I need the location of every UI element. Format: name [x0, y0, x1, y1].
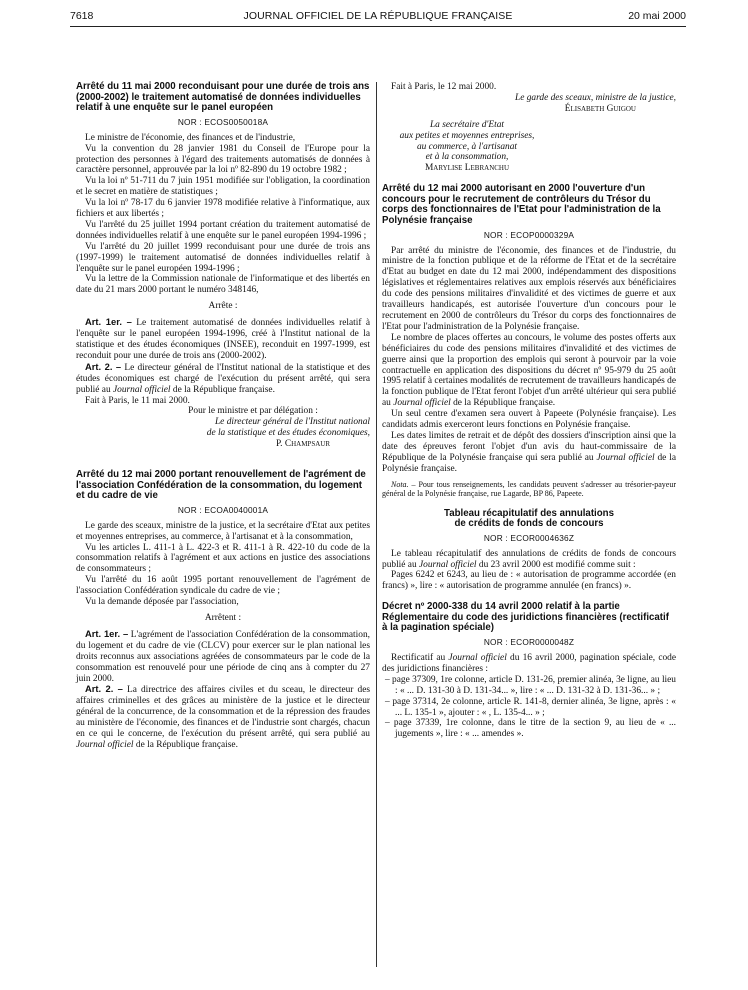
place-date: Fait à Paris, le 11 mai 2000.: [85, 395, 190, 406]
header-rule: [70, 26, 686, 27]
table-title: de crédits de fonds de concours: [454, 518, 604, 530]
decree-intro: Le garde des sceaux, ministre de la justice, et la secrétaire d'Etat aux petites et moyennes entreprises, au commerce, à l'artisanat et à la consommation,: [76, 520, 370, 542]
signatory-title: Le garde des sceaux, ministre de la justice,: [515, 92, 676, 103]
paragraph: Un seul centre d'examen sera ouvert à Papeete (Polynésie française). Les candidats admis exerceront leurs fonctions en Polynésie française.: [382, 409, 676, 431]
decree-title: Arrêté du 12 mai 2000 autorisant en 2000 l'ouverture d'un concours pour le recrutement de contrôleurs du Trésor du corps des fonctionnaires de l'Etat pour l'administration de la Polynésie française: [382, 183, 661, 227]
nor-reference: NOR : ECOR0004636Z: [483, 532, 575, 543]
list-item: – page 37314, 2e colonne, article R. 141-8, dernier alinéa, 3e ligne, après : « ... L. 135-1 », ajouter : « , L. 135-4... » ;: [385, 696, 676, 718]
visa: Vu la demande déposée par l'association,: [85, 597, 239, 608]
signatory-title: Le directeur général de l'Institut national: [214, 417, 370, 428]
list-item: – page 37339, 1re colonne, dans le titre de la section 9, au lieu de « ... jugements », lire : « ... amendes ».: [385, 718, 676, 740]
nor-reference: NOR : ECOS0050018A: [177, 116, 269, 127]
signatory-title: au commerce, à l'artisanat: [416, 141, 518, 152]
decree-title: Décret nº 2000-338 du 14 avril 2000 relatif à la partie Réglementaire du code des juridictions financières (rectificatif à la pagination spéciale): [382, 601, 669, 634]
article-label: Art. 2. –: [85, 360, 122, 372]
visa: Vu la loi nº 78-17 du 6 janvier 1978 modifiée relative à l'informatique, aux fichiers et aux libertés ;: [76, 198, 370, 220]
column-divider: [376, 82, 377, 967]
article-label: Art. 2. –: [85, 683, 123, 695]
nota-label: Nota.: [391, 479, 409, 489]
table-title: Tableau récapitulatif des annulations: [444, 507, 614, 519]
issue-date: 20 mai 2000: [628, 10, 686, 22]
visa: Vu la convention du 28 janvier 1981 du Conseil de l'Europe pour la protection des personnes à l'égard des traitements automatisés de données à caractère personnel, approuvée par la loi nº 82-890 du 19 octobre 1982 ;: [76, 143, 370, 176]
signatory-name: P. Champsaur: [275, 439, 330, 450]
signatory-title: et à la consommation,: [425, 152, 509, 163]
signatory-name: Élisabeth Guigou: [564, 103, 636, 114]
paragraph: Par arrêté du ministre de l'économie, des finances et de l'industrie, du ministre de la fonction publique et de la réforme de l'Etat et de la secrétaire d'Etat au budget en date du 12 mai 2000, indépendamment des dispositions législatives et réglementaires relatives aux emplois réservés aux bénéficiaires du code des pensions militaires d'invalidité et des victimes de guerre et aux travailleurs handicapés, est autorisée l'ouverture d'un concours pour le recrutement en 2000 de contrôleurs du Trésor du corps des fonctionnaires de l'Etat pour l'administration de la Polynésie française.: [382, 245, 676, 332]
article-2: Art. 2. – La directrice des affaires civiles et du sceau, le directeur des affaires criminelles et des grâces au ministère de la justice et le directeur général de la concurrence, de la consommation et de la répression des fraudes au ministère de l'économie, des finances et de l'industrie sont chargés, chacun en ce qui le concerne, de l'exécution du présent arrêté, qui sera publié au Journal officiel de la République française.: [76, 683, 371, 750]
signatory-name: Marylise Lebranchu: [424, 163, 510, 174]
nor-reference: NOR : ECOP0000329A: [483, 229, 575, 240]
paragraph: Les dates limites de retrait et de dépôt des dossiers d'inscription ainsi que la date des épreuves feront l'objet d'un avis du haut-commissaire de la République de la Polynésie française qui sera publié au Journal officiel de la Polynésie française.: [382, 430, 676, 474]
visa: Vu les articles L. 411-1 à L. 422-3 et R. 411-1 à R. 422-10 du code de la consommation relatifs à l'agrément et aux actions en justice des associations de consommateurs ;: [76, 542, 370, 575]
place-date: Fait à Paris, le 12 mai 2000.: [391, 82, 497, 92]
visa: Vu l'arrêté du 16 août 1995 portant renouvellement de l'agrément de l'association Confédération syndicale du cadre de vie ;: [76, 575, 370, 597]
article-1: Art. 1er. – L'agrément de l'association Confédération de la consommation, du logement et du cadre de vie (CLCV) pour exercer sur le plan national les droits reconnus aux associations agréées de consommateurs par le code de la consommation est renouvelé pour une période de cinq ans à compter du 27 juin 2000.: [76, 627, 370, 684]
article-label: Art. 1er. –: [85, 316, 132, 328]
signatory-title: La secrétaire d'Etat: [429, 119, 505, 130]
paragraph: Le nombre de places offertes au concours, le volume des postes offerts aux bénéficiaires du code des pensions militaires d'invalidité et des victimes de guerre ainsi que la proportion des emplois qui seront à pourvoir par la voie contractuelle en application des dispositions du décret nº 95-979 du 25 août 1995 relatif à certaines modalités de recrutement de travailleurs handicapés de la fonction publique de l'Etat feront l'objet d'un arrêté ultérieur qui sera publié au Journal officiel de la République française.: [382, 332, 676, 409]
visa: Vu l'arrêté du 25 juillet 1994 portant création du traitement automatisé de données individuelles relatif à une enquête sur le panel européen 1994-1996 ;: [76, 219, 370, 241]
decree-title: Arrêté du 12 mai 2000 portant renouvellement de l'agrément de l'association Confédération de la consommation, du logement et du cadre de vie: [76, 469, 366, 502]
paragraph: Le tableau récapitulatif des annulations de crédits de fonds de concours publié au Journal officiel du 23 avril 2000 est modifié comme suit :: [382, 548, 676, 570]
decree-title: Arrêté du 11 mai 2000 reconduisant pour une durée de trois ans (2000-2002) le traitement automatisé de données individuelles relatif à une enquête sur le panel européen: [76, 81, 370, 114]
nota-note: Nota. – Pour tous renseignements, les candidats peuvent s'adresser au trésorier-payeur général de la Polynésie française, rue Lagarde, BP 86, Papeete.: [382, 479, 677, 499]
paragraph: Pages 6242 et 6243, au lieu de : « autorisation de programme accordée (en francs) », lire : « autorisation de programme annulée (en francs) ».: [382, 570, 676, 592]
visa: Vu la lettre de la Commission nationale de l'informatique et des libertés en date du 21 mars 2000 portant le numéro 348146,: [76, 274, 370, 296]
delegation-line: Pour le ministre et par délégation :: [188, 406, 318, 417]
nor-reference: NOR : ECOR0000048Z: [483, 637, 575, 648]
arrete-heading: Arrête :: [208, 301, 238, 312]
signatory-title: de la statistique et des études économiques,: [206, 428, 370, 439]
visa: Vu la loi nº 51-711 du 7 juin 1951 modifiée sur l'obligation, la coordination et le secret en matière de statistiques ;: [76, 176, 370, 198]
page-header: [70, 10, 686, 26]
page-number: 7618: [70, 10, 94, 22]
decree-intro: Le ministre de l'économie, des finances et de l'industrie,: [85, 132, 296, 143]
nor-reference: NOR : ECOA0040001A: [177, 504, 269, 515]
article-1: Art. 1er. – Le traitement automatisé de données individuelles relatif à l'enquête sur le panel européen 1994-1996, créé à l'Institut national de la statistique et des études économiques (INSEE), reconduit en 1997-1999, est reconduit pour une durée de trois ans (2000-2002).: [76, 316, 370, 361]
left-column: [76, 82, 370, 751]
right-column: [382, 82, 676, 740]
journal-title: JOURNAL OFFICIEL DE LA RÉPUBLIQUE FRANÇAISE: [243, 10, 513, 22]
paragraph: Rectificatif au Journal officiel du 16 avril 2000, pagination spéciale, code des juridictions financières :: [382, 652, 677, 674]
signatory-title: aux petites et moyennes entreprises,: [399, 130, 535, 141]
article-label: Art. 1er. –: [85, 627, 129, 639]
article-2: Art. 2. – Le directeur général de l'Institut national de la statistique et des études économiques est chargé de l'exécution du présent arrêté, qui sera publié au Journal officiel de la République française.: [76, 360, 371, 395]
visa: Vu l'arrêté du 20 juillet 1999 reconduisant pour une durée de trois ans (1997-1999) le traitement automatisé de données individuelles relatif à l'enquête sur le panel européen 1994-1996 ;: [76, 241, 370, 274]
list-item: – page 37309, 1re colonne, article D. 131-26, premier alinéa, 3e ligne, au lieu : « ... D. 131-30 à D. 131-34... », lire : « ... D. 131-32 à D. 131-36... » ;: [385, 674, 676, 696]
arretent-heading: Arrêtent :: [204, 613, 242, 623]
